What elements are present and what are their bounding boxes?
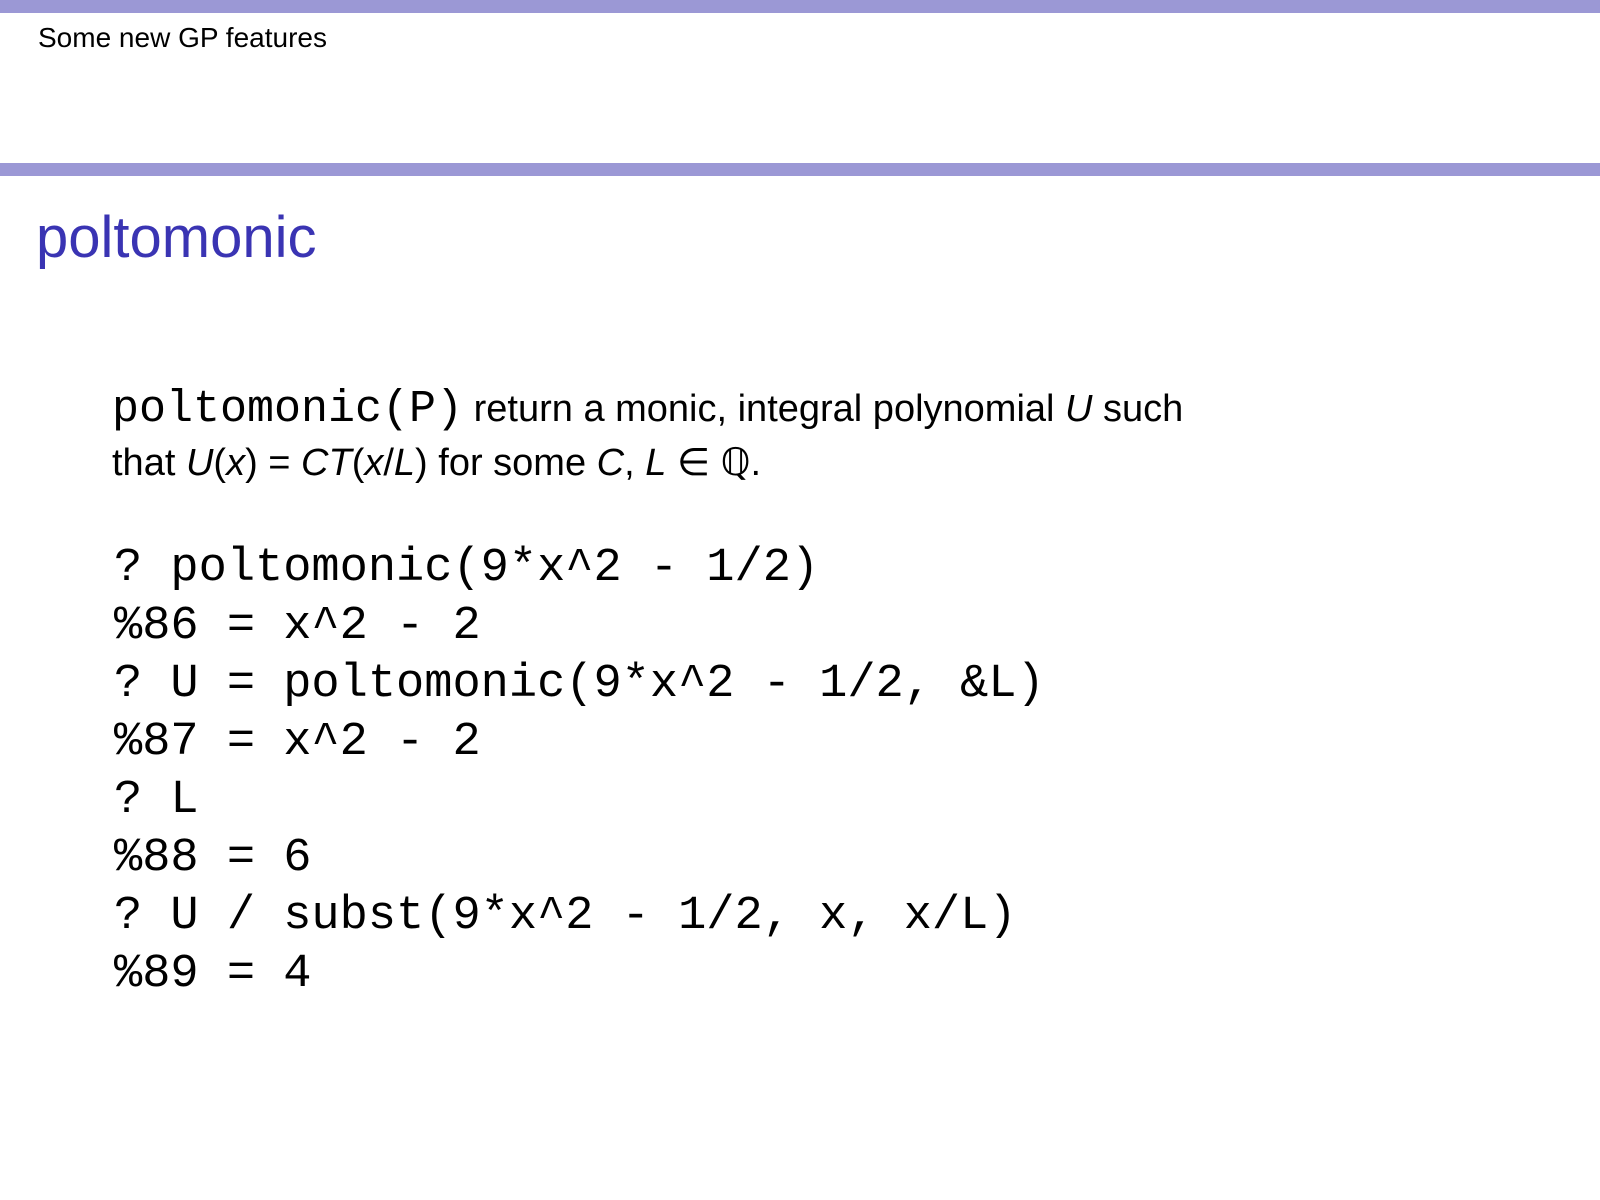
code-line: %89 = 4 <box>114 948 312 1001</box>
code-line: ? U = poltomonic(9*x^2 - 1/2, &L) <box>114 658 1045 711</box>
text-segment: . <box>750 442 762 484</box>
code-line: %87 = x^2 - 2 <box>114 716 481 769</box>
text-segment: poltomonic(P) <box>112 384 464 435</box>
page-title: poltomonic <box>36 205 317 270</box>
text-segment: ) for some <box>415 442 597 484</box>
text-segment: that <box>112 442 186 484</box>
text-segment: ∈ <box>666 442 721 484</box>
text-segment: ℚ <box>720 440 751 484</box>
text-segment: x <box>226 442 246 484</box>
top-accent-bar <box>0 0 1600 13</box>
body-line-2 <box>112 436 1472 489</box>
text-segment: CT <box>301 442 352 484</box>
text-segment: ( <box>351 442 365 484</box>
slide-header-title: Some new GP features <box>38 22 327 53</box>
text-segment: ( <box>213 442 227 484</box>
text-segment: C <box>596 442 625 484</box>
body-line-1 <box>112 383 1472 436</box>
text-segment: , <box>624 442 646 484</box>
code-line: ? U / subst(9*x^2 - 1/2, x, x/L) <box>114 890 1017 943</box>
text-segment: x <box>364 442 384 484</box>
code-line: ? poltomonic(9*x^2 - 1/2) <box>114 542 820 595</box>
text-segment: U <box>1065 388 1093 430</box>
text-segment: such <box>1092 388 1184 430</box>
text-segment: U <box>185 442 214 484</box>
text-segment: ) = <box>245 442 302 484</box>
text-segment: L <box>645 442 667 484</box>
code-line: %88 = 6 <box>114 832 312 885</box>
gp-session-code-block <box>114 540 1045 1004</box>
code-line: %86 = x^2 - 2 <box>114 600 481 653</box>
text-segment: return a monic, integral polynomial <box>463 388 1066 430</box>
body-paragraph <box>112 383 1472 489</box>
text-segment: / <box>383 442 394 484</box>
code-line: ? L <box>114 774 199 827</box>
header-divider-bar <box>0 163 1600 176</box>
text-segment: L <box>393 442 416 484</box>
